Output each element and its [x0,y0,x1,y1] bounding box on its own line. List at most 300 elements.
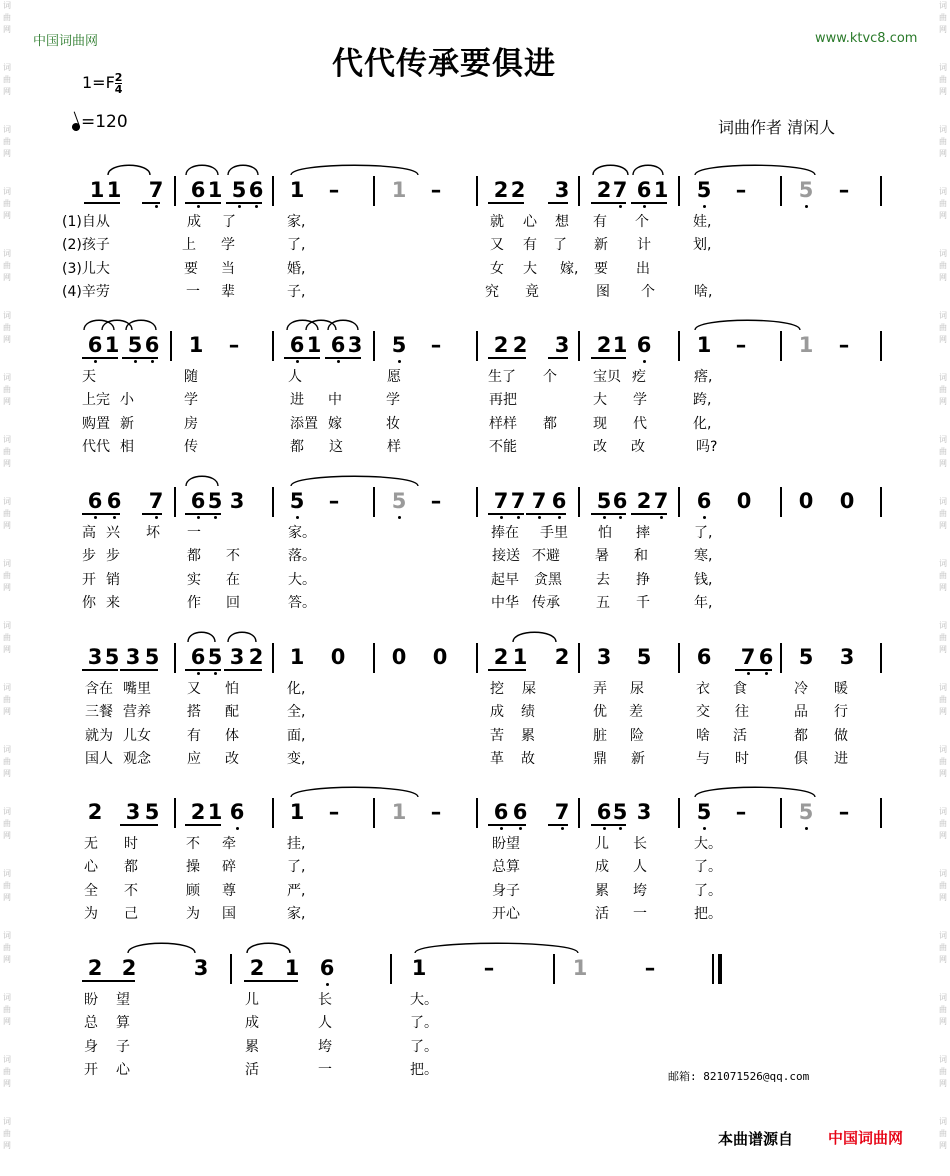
watermark-chunk: 词 曲 网 [3,497,11,530]
score-note: 1 [106,178,122,202]
score-note: 0 [736,489,752,513]
lyric-syllable: 出 [636,261,650,277]
beam-underline [488,669,526,671]
composer-credit: 词曲作者 清闲人 [718,118,836,137]
lower-octave-dot [619,516,622,519]
score-note: 6 [636,178,652,202]
barline [578,798,580,828]
lyric-syllable: 改 [631,439,645,455]
lyric-syllable: 女 [490,261,504,277]
beam-underline [548,357,568,359]
score-note: 5 [696,800,712,824]
beam-underline [488,357,526,359]
lyric-syllable: 答。 [288,595,316,611]
lyric-syllable: 含在 [85,681,113,697]
barline [476,798,478,828]
lyric-syllable: 都 [124,859,138,875]
lyric-syllable: 不避 [532,548,560,564]
watermark-chunk: 词 曲 网 [939,993,947,1026]
lyric-syllable: 了, [694,525,713,541]
lyric-syllable: (4)辛劳 [62,284,110,300]
lyric-syllable: 家, [287,906,306,922]
lyric-syllable: 上 [182,237,196,253]
lower-octave-dot [296,516,299,519]
barline [174,798,176,828]
lyric-syllable: 又 [490,237,504,253]
final-barline [712,954,714,984]
watermark-left [0,0,14,1176]
lyric-syllable: 往 [735,704,749,720]
slur-tie [228,165,258,175]
beam-underline [548,202,568,204]
beam-underline [82,513,120,515]
slur-tie [186,476,218,486]
score-note: 3 [596,645,612,669]
lyric-syllable: 身子 [492,883,520,899]
lyric-syllable: 不能 [489,439,517,455]
lyric-syllable: 顾 [186,883,200,899]
slur-tie [695,165,815,175]
lower-octave-dot [603,827,606,830]
site-name-left[interactable]: 中国词曲网 [33,34,99,49]
score-note: – [644,956,656,980]
slur-tie [291,787,418,797]
lyric-syllable: 落。 [288,548,316,564]
lyric-syllable: 学 [221,237,235,253]
lyric-syllable: 子 [116,1039,130,1055]
lyric-syllable: 国 [222,906,236,922]
beam-underline [185,202,221,204]
lyric-syllable: 行 [834,704,848,720]
score-note: – [735,178,747,202]
score-note: 6 [190,178,206,202]
slur-tie [128,943,195,953]
lyric-syllable: 相 [120,439,134,455]
lyric-syllable: 新 [594,237,608,253]
beam-underline [526,513,566,515]
score-note: 1 [306,333,322,357]
slur-tie [291,476,418,486]
barline [476,176,478,206]
barline [780,331,782,361]
lyric-syllable: 不 [124,883,138,899]
lower-octave-dot [155,205,158,208]
score-note: 1 [411,956,427,980]
lyric-syllable: 观念 [123,751,151,767]
score-note: 2 [493,178,509,202]
lyric-syllable: 了, [287,237,306,253]
lyric-syllable: 累 [595,883,609,899]
lyric-syllable: 衣 [696,681,710,697]
lyric-syllable: 妆 [386,416,400,432]
beam-underline [120,824,158,826]
beam-underline [488,824,526,826]
lyric-syllable: 了。 [694,883,722,899]
lyric-syllable: 寒, [694,548,713,564]
lower-octave-dot [805,205,808,208]
lyric-syllable: 娃, [693,214,712,230]
score-note: 2 [87,956,103,980]
lyric-syllable: 开 [84,1062,98,1078]
score-note: 2 [512,333,528,357]
watermark-chunk: 词 曲 网 [3,1117,11,1150]
lyric-syllable: 步 [106,548,120,564]
lyric-syllable: 进 [834,751,848,767]
lyric-syllable: 作 [187,595,201,611]
lyric-syllable: 时 [124,836,138,852]
score-note: 1 [612,333,628,357]
beam-underline [224,669,262,671]
lyric-syllable: 挖 [490,681,504,697]
lyric-syllable: 与 [696,751,710,767]
barline [272,798,274,828]
score-note: – [838,333,850,357]
lyric-syllable: 身 [84,1039,98,1055]
watermark-chunk: 词 曲 网 [3,807,11,840]
lyric-syllable: 新 [631,751,645,767]
lyric-syllable: 人 [288,369,302,385]
lyric-syllable: 尊 [222,883,236,899]
lyric-syllable: 冷 [794,681,808,697]
lyric-syllable: 学 [386,392,400,408]
barline [578,331,580,361]
score-note: 1 [289,645,305,669]
lyric-syllable: 营养 [123,704,151,720]
score-note: 6 [330,333,346,357]
beam-underline [142,513,162,515]
score-note: 1 [696,333,712,357]
lyric-syllable: 长 [318,992,332,1008]
slur-tie [108,165,150,175]
barline [780,176,782,206]
beam-underline [631,202,667,204]
beam-underline [185,513,221,515]
slur-tie [328,320,358,330]
score-note: 1 [89,178,105,202]
lyric-syllable: 无 [84,836,98,852]
beam-underline [185,824,221,826]
score-note: 7 [554,800,570,824]
lyric-syllable: 开心 [492,906,520,922]
lyric-syllable: 开 [82,572,96,588]
lower-octave-dot [643,360,646,363]
score-note: 6 [319,956,335,980]
beam-underline [84,202,120,204]
lyric-syllable: 高 [82,525,96,541]
barline [373,331,375,361]
watermark-chunk: 词 曲 网 [3,621,11,654]
lower-octave-dot [255,205,258,208]
lyric-syllable: 品 [794,704,808,720]
lyric-syllable: 大 [593,392,607,408]
lyric-syllable: 成 [245,1015,259,1031]
barline [174,487,176,517]
barline [373,176,375,206]
slur-tie [188,632,215,642]
lyric-syllable: 改 [225,751,239,767]
lower-octave-dot [151,360,154,363]
score-note: – [735,800,747,824]
beam-underline [591,357,626,359]
watermark-chunk: 词 曲 网 [939,125,947,158]
score-note: 5 [104,645,120,669]
score-note: 1 [391,800,407,824]
lyric-syllable: 传承 [532,595,560,611]
lyric-syllable: 俱 [794,751,808,767]
lyric-syllable: 房 [184,416,198,432]
lyric-syllable: 辈 [221,284,235,300]
lyric-syllable: 起早 [491,572,519,588]
lyric-syllable: 兴 [106,525,120,541]
beam-underline [735,669,772,671]
score-note: 6 [87,333,103,357]
lyric-syllable: 全, [287,704,306,720]
score-note: – [430,800,442,824]
lyric-syllable: 食 [733,681,747,697]
barline [272,176,274,206]
score-note: 1 [512,645,528,669]
barline [272,331,274,361]
score-note: 2 [493,333,509,357]
lyric-syllable: 学 [184,392,198,408]
lyric-syllable: 配 [225,704,239,720]
lyric-syllable: 为 [84,906,98,922]
time-signature [115,72,123,95]
tempo-value: =120 [81,112,128,132]
score-note: 5 [144,800,160,824]
beam-underline [82,669,118,671]
lyric-syllable: 都 [543,416,557,432]
score-note: 6 [190,489,206,513]
watermark-chunk: 词 曲 网 [939,1117,947,1150]
lyric-syllable: 想 [555,214,569,230]
lyric-syllable: 坏 [146,525,160,541]
barline [230,954,232,984]
lyric-syllable: 家。 [288,525,316,541]
lyric-syllable: 屎 [522,681,536,697]
score-note: 0 [839,489,855,513]
beam-underline [244,980,298,982]
lyric-syllable: 样 [387,439,401,455]
slur-tie [287,320,318,330]
score-note: 6 [696,645,712,669]
lyric-syllable: 现 [593,416,607,432]
lyric-syllable: 人 [318,1015,332,1031]
lyric-syllable: 个 [635,214,649,230]
lyric-syllable: 都 [794,728,808,744]
lyric-syllable: 活 [245,1062,259,1078]
score-note: 6 [512,800,528,824]
score-note: – [328,489,340,513]
watermark-chunk: 词 曲 网 [3,1055,11,1088]
lyric-syllable: 望 [116,992,130,1008]
score-note: 0 [432,645,448,669]
score-note: 6 [551,489,567,513]
lyric-syllable: 吗? [696,439,718,455]
lyric-syllable: 添置 [290,416,318,432]
lyric-syllable: 弄 [593,681,607,697]
lyric-syllable: 宝贝 [593,369,621,385]
lyric-syllable: 销 [106,572,120,588]
watermark-chunk: 词 曲 网 [3,249,11,282]
score-note: 2 [636,489,652,513]
lyric-syllable: 化, [693,416,712,432]
lyric-syllable: 应 [187,751,201,767]
score-note: 5 [207,645,223,669]
lyric-syllable: 学 [633,392,647,408]
lyric-syllable: 故 [521,751,535,767]
slur-tie [186,165,218,175]
lower-octave-dot [500,827,503,830]
lyric-syllable: 嫁, [560,261,579,277]
lyric-syllable: 垮 [633,883,647,899]
beam-underline [631,513,667,515]
lyric-syllable: 交 [696,704,710,720]
lyric-syllable: 总算 [492,859,520,875]
score-note: 3 [229,489,245,513]
watermark-chunk: 词 曲 网 [939,1055,947,1088]
lyric-syllable: 国人 [85,751,113,767]
beam-underline [548,824,568,826]
beam-underline [142,202,160,204]
lyric-syllable: 盼 [84,992,98,1008]
source-site-link[interactable]: 中国词曲网 [828,1129,904,1147]
barline [880,798,882,828]
lyric-syllable: (1)自从 [62,214,110,230]
lyric-syllable: 都 [290,439,304,455]
slur-tie [695,787,815,797]
score-note: 7 [148,178,164,202]
watermark-chunk: 词 曲 网 [3,63,11,96]
lyric-syllable: 碎 [222,859,236,875]
lyric-syllable: 活 [595,906,609,922]
beam-underline [122,357,158,359]
lyric-syllable: 一 [186,284,200,300]
lyric-syllable: 去 [596,572,610,588]
barline [578,643,580,673]
score-note: 2 [190,800,206,824]
lyric-syllable: 中 [328,392,342,408]
score-note: 5 [696,178,712,202]
lyric-syllable: 传 [184,439,198,455]
lyric-syllable: 牵 [222,836,236,852]
lyric-syllable: 一 [318,1062,332,1078]
barline [780,487,782,517]
lyric-syllable: 天 [82,369,96,385]
score-note: 7 [148,489,164,513]
barline [373,798,375,828]
lyric-syllable: 成 [595,859,609,875]
score-note: – [228,333,240,357]
lyric-syllable: 划, [693,237,712,253]
score-note: 5 [636,645,652,669]
lyric-syllable: 人 [633,859,647,875]
beam-underline [591,513,626,515]
lyric-syllable: 进 [290,392,304,408]
beam-underline [120,669,158,671]
lyric-syllable: 了 [553,237,567,253]
lower-octave-dot [238,205,241,208]
site-url-right[interactable]: www.ktvc8.com [815,31,918,46]
beam-underline [325,357,361,359]
lyric-syllable: (2)孩子 [62,237,110,253]
watermark-chunk: 词 曲 网 [3,559,11,592]
beam-underline [82,980,135,982]
watermark-right [936,0,950,1176]
score-note: 6 [87,489,103,513]
watermark-chunk: 词 曲 网 [939,931,947,964]
lyric-syllable: 再把 [489,392,517,408]
lyric-syllable: 这 [329,439,343,455]
lyric-syllable: 新 [120,416,134,432]
slur-tie [228,632,256,642]
slur-tie [513,632,556,642]
lower-octave-dot [197,672,200,675]
final-barline [718,954,722,984]
beam-underline [591,824,626,826]
lyric-syllable: 瘩, [694,369,713,385]
lyric-syllable: 摔 [636,525,650,541]
score-note: 5 [798,645,814,669]
lyric-syllable: 图 [596,284,610,300]
barline [373,643,375,673]
lyric-syllable: 算 [116,1015,130,1031]
lower-octave-dot [134,360,137,363]
watermark-chunk: 词 曲 网 [3,373,11,406]
lower-octave-dot [765,672,768,675]
lyric-syllable: 了。 [410,1015,438,1031]
email-contact: 邮箱: 821071526@qq.com [668,1070,810,1083]
slur-tie [84,320,114,330]
barline [578,487,580,517]
watermark-chunk: 词 曲 网 [939,497,947,530]
score-note: 3 [125,645,141,669]
lyric-syllable: 你 [82,595,96,611]
barline [174,643,176,673]
lyric-syllable: 体 [225,728,239,744]
barline [880,487,882,517]
lyric-syllable: 愿 [387,369,401,385]
lyric-syllable: 不 [186,836,200,852]
score-note: 3 [347,333,363,357]
score-note: – [328,178,340,202]
lyric-syllable: 要 [594,261,608,277]
lyric-syllable: 啥 [696,728,710,744]
watermark-chunk: 词 曲 网 [939,187,947,220]
watermark-chunk: 词 曲 网 [939,559,947,592]
slur-tie [247,943,290,953]
score-note: 3 [554,333,570,357]
score-note: 1 [207,800,223,824]
lyric-syllable: 大 [523,261,537,277]
lyric-syllable: 上完 [82,392,110,408]
lyric-syllable: (3)儿大 [62,261,110,277]
barline [880,643,882,673]
barline [678,798,680,828]
barline [678,643,680,673]
lower-octave-dot [296,360,299,363]
lyric-syllable: 一 [633,906,647,922]
score-note: 1 [798,333,814,357]
lyric-syllable: 一 [187,525,201,541]
slur-tie [415,943,578,953]
lyric-syllable: 三餐 [85,704,113,720]
lyric-syllable: 暖 [834,681,848,697]
score-note: 0 [798,489,814,513]
lyric-syllable: 成 [490,704,504,720]
score-note: 6 [248,178,264,202]
lower-octave-dot [619,827,622,830]
